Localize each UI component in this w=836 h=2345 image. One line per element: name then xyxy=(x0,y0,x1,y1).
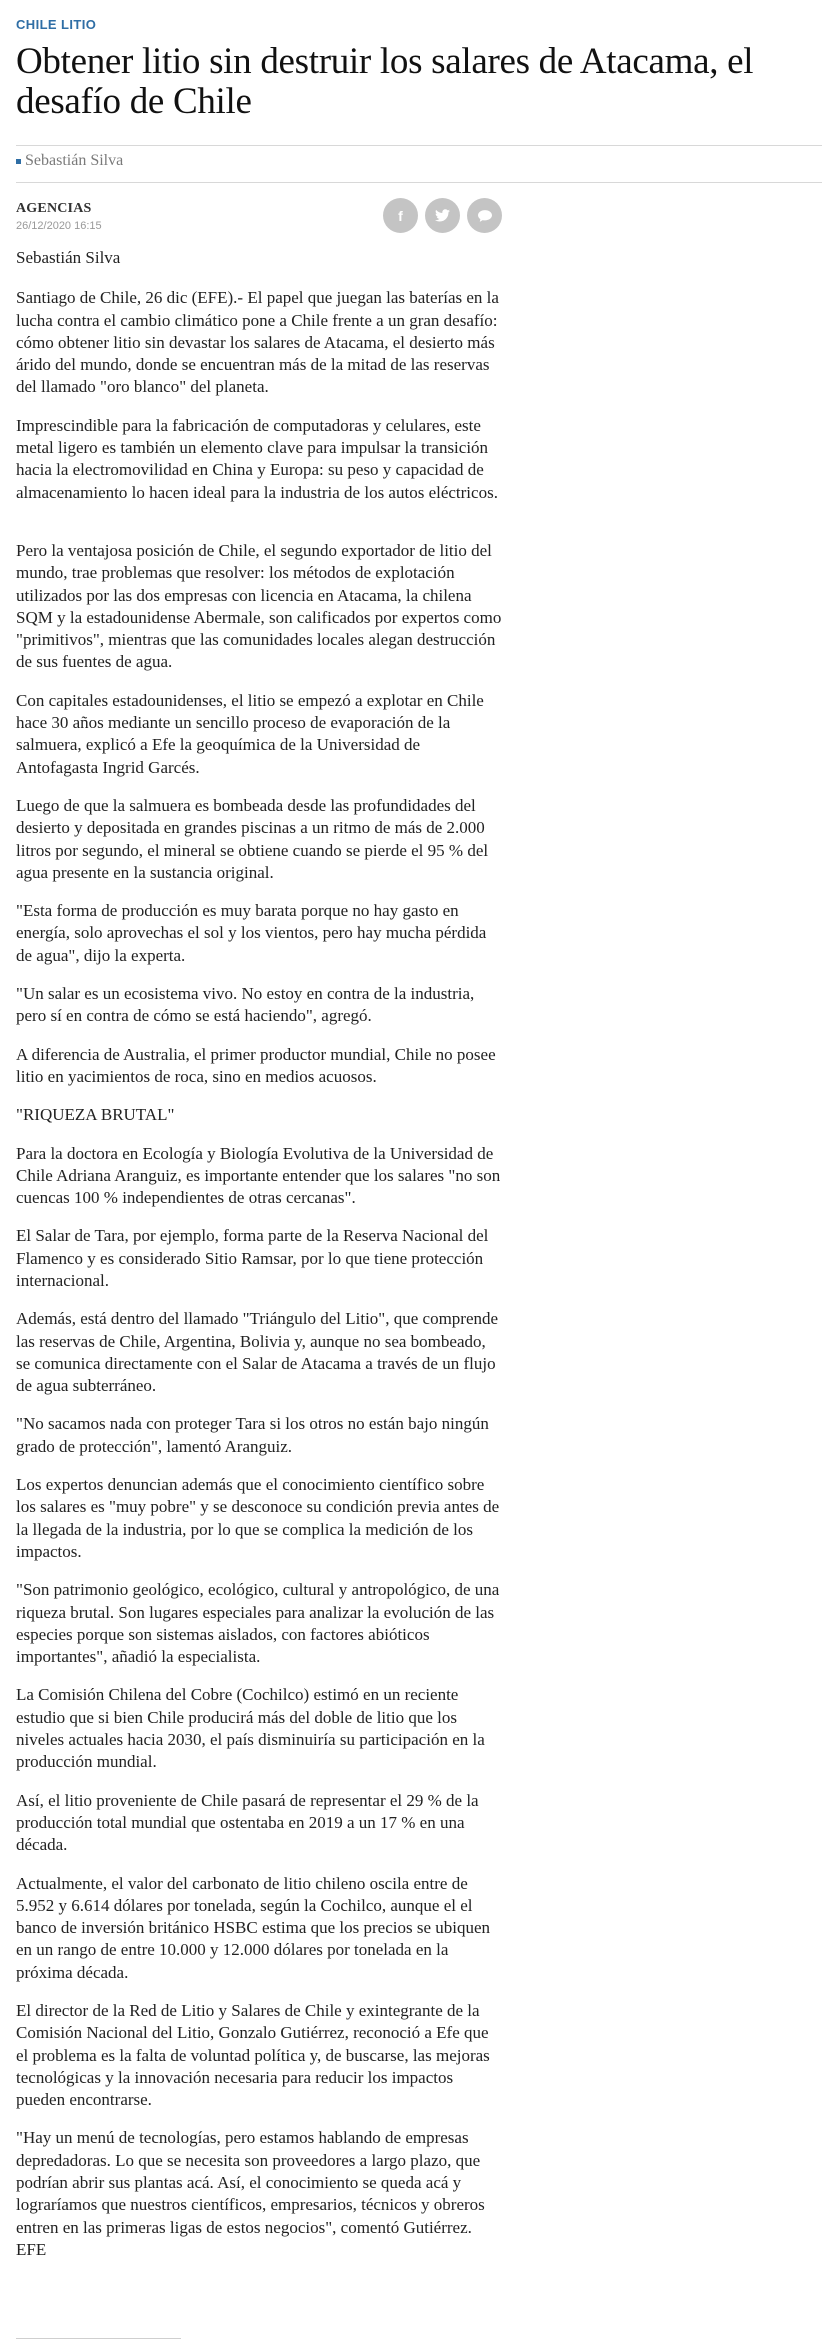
author-line[interactable] xyxy=(16,152,123,170)
paragraph: Sebastián Silva xyxy=(16,248,121,267)
paragraph: Imprescindible para la fabricación de computadoras y celulares, este metal ligero es también un elemento clave para impulsar la transición hacia la electromovilidad en China y Europa: su peso y capacidad de almacenamiento lo hacen ideal para la industria de los autos eléctricos. xyxy=(16,415,498,502)
divider xyxy=(16,2338,181,2339)
paragraph: Así, el litio proveniente de Chile pasará de representar el 29 % de la producción total mundial que ostentaba en 2019 a un 17 % en una década. xyxy=(16,1790,479,1855)
facebook-share-button[interactable] xyxy=(383,198,418,233)
author-bullet-icon xyxy=(16,159,21,164)
paragraph: Pero la ventajosa posición de Chile, el segundo exportador de litio del mundo, trae problemas que resolver: los métodos de explotación utilizados por las dos empresas con licencia en Atacama, la chilena SQM y la estadounidense Abermale, son calificados por expertos como "primitivos", mientras que las comunidades locales alegan destrucción de sus fuentes de agua. xyxy=(16,540,502,672)
paragraph: A diferencia de Australia, el primer productor mundial, Chile no posee litio en yacimientos de roca, sino en medios acuosos. xyxy=(16,1044,496,1086)
divider xyxy=(16,182,822,183)
paragraph: "Hay un menú de tecnologías, pero estamos hablando de empresas depredadoras. Lo que se necesita son proveedores a largo plazo, que podrían abrir sus plantas acá. Así, el conocimiento se queda acá y lograríamos que nuestros científicos, empresarios, técnicos y obreros entren en las primeras ligas de estos negocios", comentó Gutiérrez. EFE xyxy=(16,2128,485,2259)
facebook-icon: f xyxy=(398,207,403,224)
paragraph: "Esta forma de producción es muy barata porque no hay gasto en energía, solo aprovechas el sol y los vientos, pero hay mucha pérdida de agua", dijo la experta. xyxy=(16,901,487,965)
source-label: AGENCIAS xyxy=(16,201,92,216)
paragraph: Con capitales estadounidenses, el litio se empezó a explotar en Chile hace 30 años mediante un sencillo proceso de evaporación de la salmuera, explicó a Efe la geoquímica de la Universidad de Antofagasta Ingrid Garcés. xyxy=(16,690,484,777)
paragraph: Los expertos denuncian además que el conocimiento científico sobre los salares es "muy pobre" y se desconoce su condición previa antes de la llegada de la industria, por lo que se complica la medición de los impactos. xyxy=(16,1475,500,1561)
twitter-share-button[interactable] xyxy=(425,198,460,233)
divider xyxy=(16,145,822,146)
paragraph: Además, está dentro del llamado "Triángulo del Litio", que comprende las reservas de Chile, Argentina, Bolivia y, aunque no sea bombeado, se comunica directamente con el Salar de Atacama a través de un flujo de agua subterráneo. xyxy=(16,1309,499,1396)
paragraph: Santiago de Chile, 26 dic (EFE).- El papel que juegan las baterías en la lucha contra el cambio climático pone a Chile frente a un gran desafío: cómo obtener litio sin devastar los salares de Atacama, el desierto más árido del mundo, donde se encuentran más de la mitad de las reservas del llamado "oro blanco" del planeta. xyxy=(16,288,499,397)
paragraph: El Salar de Tara, por ejemplo, forma parte de la Reserva Nacional del Flamenco y es considerado Sitio Ramsar, por lo que tiene protección internacional. xyxy=(16,1226,489,1290)
paragraph: "Un salar es un ecosistema vivo. No estoy en contra de la industria, pero sí en contra de cómo se está haciendo", agregó. xyxy=(16,984,475,1026)
paragraph: Luego de que la salmuera es bombeada desde las profundidades del desierto y depositada en grandes piscinas a un ritmo de más de 2.000 litros por segundo, el mineral se obtiene cuando se pierde el 95 % del agua presente en la sustancia original. xyxy=(16,795,489,882)
comment-icon xyxy=(478,210,492,222)
section-tag[interactable]: CHILE LITIO xyxy=(16,17,97,32)
publish-timestamp: 26/12/2020 16:15 xyxy=(16,220,102,232)
article-headline: Obtener litio sin destruir los salares de Atacama, el desafío de Chile xyxy=(16,41,754,122)
paragraph: "Son patrimonio geológico, ecológico, cultural y antropológico, de una riqueza brutal. Son lugares especiales para analizar la evolución de las especies porque son sistemas aislados, con factores abióticos importantes", añadió la especialista. xyxy=(16,1580,500,1667)
paragraph: La Comisión Chilena del Cobre (Cochilco) estimó en un reciente estudio que si bien Chile producirá más del doble de litio que los niveles actuales hacia 2030, el país disminuiría su participación en la producción mundial. xyxy=(16,1685,485,1772)
article-body xyxy=(16,247,504,2277)
paragraph: Actualmente, el valor del carbonato de litio chileno oscila entre de 5.952 y 6.614 dólares por tonelada, según la Cochilco, aunque el el banco de inversión británico HSBC estima que los precios se ubiquen en un rango de entre 10.000 y 12.000 dólares por tonelada en la próxima década. xyxy=(16,1873,491,1982)
twitter-icon xyxy=(435,209,450,222)
author-name[interactable]: Sebastián Silva xyxy=(25,152,124,169)
paragraph: Para la doctora en Ecología y Biología Evolutiva de la Universidad de Chile Adriana Aranguiz, es importante entender que los salares "no son cuencas 100 % independientes de otras cercanas". xyxy=(16,1143,501,1208)
paragraph: El director de la Red de Litio y Salares de Chile y exintegrante de la Comisión Nacional del Litio, Gonzalo Gutiérrez, reconoció a Efe que el problema es la falta de voluntad política y, de buscarse, las mejoras tecnológicas y la innovación necesaria para reducir los impactos pueden encontrarse. xyxy=(16,2001,490,2110)
comment-button[interactable] xyxy=(467,198,502,233)
paragraph: "No sacamos nada con proteger Tara si los otros no están bajo ningún grado de protección", lamentó Aranguiz. xyxy=(16,1414,489,1456)
subheading: "RIQUEZA BRUTAL" xyxy=(16,1105,175,1125)
share-buttons xyxy=(383,198,509,233)
